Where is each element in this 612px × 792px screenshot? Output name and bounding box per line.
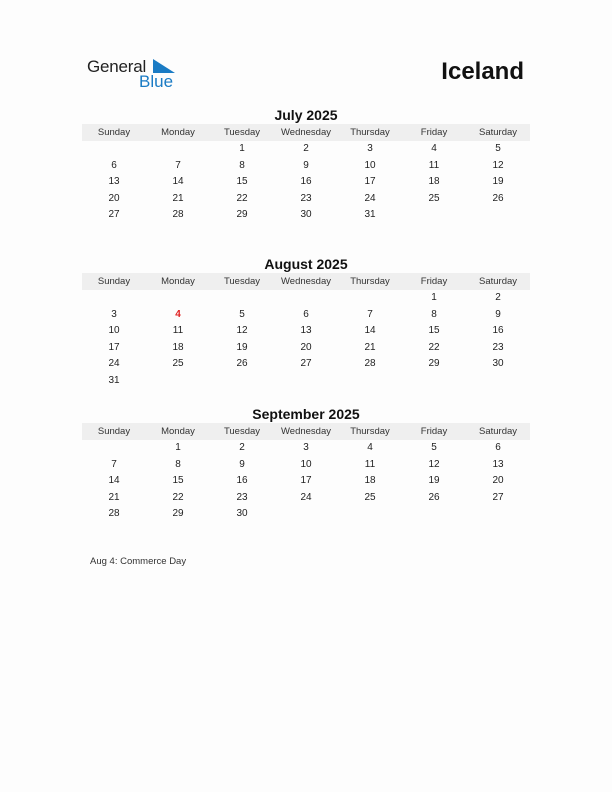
empty-day-cell: [466, 207, 530, 224]
weekday-label: Tuesday: [223, 426, 261, 437]
week-row: [82, 356, 530, 373]
day-cell: 1: [431, 292, 437, 303]
day-cell: 13: [300, 325, 312, 337]
empty-day-cell: [274, 506, 338, 523]
day-cell: 6: [495, 442, 501, 453]
day-cell: 20: [492, 475, 504, 487]
day-cell: 14: [108, 475, 120, 487]
week-row: [82, 506, 530, 523]
day-cell: 30: [300, 209, 312, 221]
day-cell: 22: [236, 192, 248, 204]
weekday-header-row: [82, 423, 530, 440]
weekday-label: Saturday: [478, 426, 518, 437]
day-cell: 29: [428, 358, 440, 370]
day-cell: 3: [111, 308, 117, 320]
day-cell: 23: [492, 341, 504, 353]
day-cell: 3: [367, 143, 373, 154]
week-row: [82, 340, 530, 357]
day-cell: 20: [300, 341, 312, 353]
day-cell: 25: [428, 192, 440, 204]
day-cell: 24: [364, 192, 376, 204]
day-cell: 2: [303, 143, 309, 154]
day-cell: 23: [236, 491, 248, 503]
empty-day-cell: [338, 506, 402, 523]
day-cell: 16: [300, 176, 312, 188]
weekday-label: Monday: [161, 426, 195, 437]
week-row: [82, 290, 530, 307]
weekday-label: Friday: [420, 276, 448, 287]
empty-day-cell: [210, 290, 274, 307]
day-cell: 9: [239, 458, 245, 470]
day-cell: 4: [367, 442, 373, 453]
day-cell: 21: [108, 491, 120, 503]
logo: [87, 55, 182, 91]
month-calendar-august: [82, 255, 530, 390]
day-cell: 30: [492, 358, 504, 370]
day-cell: 8: [239, 159, 245, 171]
day-cell: 12: [492, 159, 504, 171]
day-cell: 12: [428, 458, 440, 470]
weekday-label: Monday: [161, 127, 195, 138]
day-cell: 16: [492, 325, 504, 337]
day-cell: 26: [428, 491, 440, 503]
week-row: [82, 490, 530, 507]
day-cell: 31: [364, 209, 376, 221]
week-row: [82, 174, 530, 191]
day-cell: 6: [303, 308, 309, 320]
holiday-note: Aug 4: Commerce Day: [90, 556, 187, 567]
weekday-label: Sunday: [97, 276, 131, 287]
day-cell: 24: [108, 358, 120, 370]
empty-day-cell: [402, 207, 466, 224]
day-cell: 4: [175, 308, 181, 320]
day-cell: 2: [495, 292, 501, 303]
day-cell: 25: [364, 491, 376, 503]
empty-day-cell: [146, 290, 210, 307]
weekday-header-row: [82, 124, 530, 141]
day-cell: 8: [431, 308, 437, 320]
day-cell: 4: [431, 143, 437, 154]
day-cell: 27: [492, 491, 504, 503]
day-cell: 21: [364, 341, 376, 353]
day-cell: 19: [492, 176, 504, 188]
weekday-label: Monday: [161, 276, 195, 287]
empty-day-cell: [274, 373, 338, 390]
weekday-label: Tuesday: [223, 127, 261, 138]
day-cell: 8: [175, 458, 181, 470]
week-row: [82, 373, 530, 390]
empty-day-cell: [146, 141, 210, 158]
day-cell: 7: [367, 308, 373, 320]
day-cell: 5: [431, 442, 437, 453]
day-cell: 27: [108, 209, 120, 221]
day-cell: 6: [111, 159, 117, 171]
day-cell: 11: [428, 159, 440, 171]
day-cell: 28: [172, 209, 184, 221]
empty-day-cell: [82, 440, 146, 457]
month-title: August 2025: [264, 256, 348, 272]
day-cell: 27: [300, 358, 312, 370]
day-cell: 1: [239, 143, 245, 154]
day-cell: 9: [303, 159, 309, 171]
holiday-notes: [90, 556, 186, 567]
weekday-label: Thursday: [350, 127, 390, 138]
day-cell: 20: [108, 192, 120, 204]
day-cell: 15: [428, 325, 440, 337]
day-cell: 5: [495, 143, 501, 154]
day-cell: 5: [239, 308, 245, 320]
day-cell: 22: [172, 491, 184, 503]
empty-day-cell: [146, 373, 210, 390]
day-cell: 21: [172, 192, 184, 204]
empty-day-cell: [402, 506, 466, 523]
weekday-label: Sunday: [97, 426, 131, 437]
week-row: [82, 207, 530, 224]
week-row: [82, 323, 530, 340]
week-row: [82, 440, 530, 457]
day-cell: 29: [236, 209, 248, 221]
day-cell: 25: [172, 358, 184, 370]
day-cell: 13: [492, 458, 504, 470]
day-cell: 14: [172, 176, 184, 188]
day-cell: 2: [239, 442, 245, 453]
day-cell: 10: [364, 159, 376, 171]
logo-general-text: General: [87, 57, 147, 76]
day-cell: 10: [300, 458, 312, 470]
day-cell: 11: [364, 458, 376, 470]
day-cell: 22: [428, 341, 440, 353]
month-title: July 2025: [274, 107, 338, 123]
day-cell: 18: [364, 475, 376, 487]
week-row: [82, 141, 530, 158]
day-cell: 29: [172, 508, 184, 520]
empty-day-cell: [82, 141, 146, 158]
day-cell: 7: [175, 159, 181, 171]
weekday-label: Thursday: [350, 426, 390, 437]
day-cell: 26: [492, 192, 504, 204]
weekday-label: Friday: [420, 127, 448, 138]
weekday-header-row: [82, 273, 530, 290]
month-calendar-july: [82, 106, 530, 224]
day-cell: 18: [172, 341, 184, 353]
day-cell: 18: [428, 176, 440, 188]
day-cell: 10: [108, 325, 120, 337]
day-cell: 12: [236, 325, 248, 337]
day-cell: 17: [364, 176, 376, 188]
day-cell: 28: [108, 508, 120, 520]
country-title: Iceland: [441, 58, 524, 85]
week-row: [82, 191, 530, 208]
logo-blue-text: Blue: [139, 72, 174, 91]
day-cell: 15: [236, 176, 248, 188]
day-cell: 17: [108, 341, 120, 353]
week-row: [82, 457, 530, 474]
day-cell: 19: [236, 341, 248, 353]
day-cell: 9: [495, 308, 501, 320]
day-cell: 7: [111, 458, 117, 470]
weekday-label: Wednesday: [281, 127, 331, 138]
week-row: [82, 158, 530, 175]
logo-triangle-icon: [153, 59, 175, 73]
weekday-label: Saturday: [478, 127, 518, 138]
day-cell: 16: [236, 475, 248, 487]
day-cell: 23: [300, 192, 312, 204]
empty-day-cell: [210, 373, 274, 390]
day-cell: 14: [364, 325, 376, 337]
day-cell: 3: [303, 442, 309, 453]
day-cell: 26: [236, 358, 248, 370]
week-row: [82, 473, 530, 490]
week-row: [82, 307, 530, 324]
day-cell: 11: [172, 325, 184, 337]
weekday-label: Saturday: [478, 276, 518, 287]
day-cell: 15: [172, 475, 184, 487]
empty-day-cell: [466, 506, 530, 523]
weekday-label: Sunday: [97, 127, 131, 138]
empty-day-cell: [338, 373, 402, 390]
month-title: September 2025: [252, 406, 360, 422]
weekday-label: Wednesday: [281, 426, 331, 437]
day-cell: 28: [364, 358, 376, 370]
empty-day-cell: [402, 373, 466, 390]
day-cell: 24: [300, 491, 312, 503]
day-cell: 19: [428, 475, 440, 487]
weekday-label: Wednesday: [281, 276, 331, 287]
weekday-label: Friday: [420, 426, 448, 437]
weekday-label: Tuesday: [223, 276, 261, 287]
day-cell: 17: [300, 475, 312, 487]
day-cell: 30: [236, 508, 248, 520]
empty-day-cell: [466, 373, 530, 390]
day-cell: 1: [175, 442, 181, 453]
empty-day-cell: [274, 290, 338, 307]
empty-day-cell: [338, 290, 402, 307]
weekday-label: Thursday: [350, 276, 390, 287]
empty-day-cell: [82, 290, 146, 307]
day-cell: 31: [108, 374, 120, 386]
day-cell: 13: [108, 176, 120, 188]
month-calendar-september: [82, 405, 530, 523]
